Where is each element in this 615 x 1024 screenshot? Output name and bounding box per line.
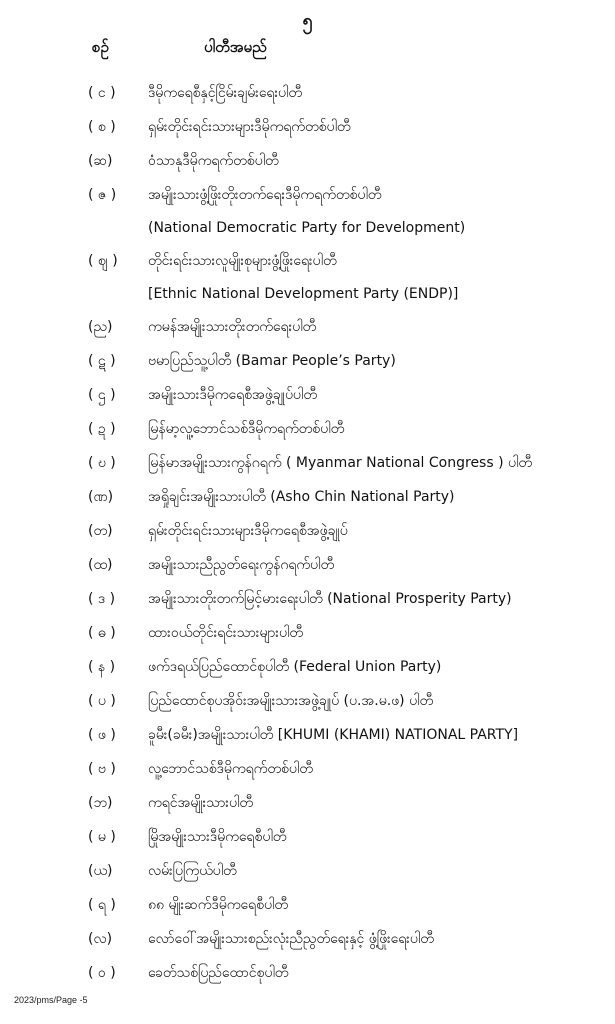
table-header [92, 38, 572, 64]
party-number: ( ဋ ) [88, 353, 116, 369]
party-number: ( ပ ) [88, 693, 116, 709]
list-item [0, 623, 615, 657]
party-number: (ယ) [88, 863, 113, 879]
party-name: ဗမာပြည်သူ့ပါတီ (Bamar People’s Party) [148, 353, 396, 369]
list-item [0, 419, 615, 453]
party-name: အမျိုးသားဖွံ့ဖြိုးတိုးတက်ရေးဒီမိုကရက်တစ်ပါတီ [148, 187, 382, 203]
party-name: လော်ဝေါ်အမျိုးသားစည်းလုံးညီညွတ်ရေးနှင့် ဖွံ့ဖြိုးရေးပါတီ [148, 931, 434, 947]
party-name: ဒီမိုကရေစီနှင့်ငြိမ်းချမ်းရေးပါတီ [148, 85, 303, 101]
party-number: ( ဇ ) [88, 187, 117, 203]
party-number: ( မ ) [88, 829, 116, 845]
list-item [0, 487, 615, 521]
party-name: ထားဝယ်တိုင်းရင်းသားများပါတီ [148, 625, 304, 641]
column-header-number: စဉ် [92, 38, 109, 56]
list-item [0, 453, 615, 487]
list-item [0, 657, 615, 691]
list-item [0, 589, 615, 623]
party-english-name: [Ethnic National Development Party (ENDP)] [148, 286, 459, 302]
list-item [0, 521, 615, 555]
party-number: ( င ) [88, 85, 116, 101]
list-item [0, 963, 615, 997]
party-list [0, 83, 615, 997]
party-number: ( ရ ) [88, 897, 116, 913]
party-name: ခူမီး(ခမီး)အမျိုးသားပါတီ [KHUMI (KHAMI) NATIONAL PARTY] [148, 727, 519, 743]
party-number: (ထ) [88, 557, 113, 573]
list-item [0, 317, 615, 351]
party-number: ( ဈ ) [88, 253, 118, 269]
party-number: (ည) [88, 319, 113, 335]
party-number: ( ဎ ) [88, 455, 116, 471]
party-name: ပြည်ထောင်စုပအိုဝ်းအမျိုးသားအဖွဲ့ချုပ် (ပ.အ.မ.ဖ) ပါတီ [148, 693, 434, 709]
party-name: အမျိုးသားညီညွတ်ရေးကွန်ဂရက်ပါတီ [148, 557, 335, 573]
page-number: ၅ [302, 10, 313, 31]
party-english-name: (National Democratic Party for Development) [148, 220, 466, 236]
page-footer: 2023/pms/Page -5 [14, 995, 88, 1005]
party-name: လူ့ဘောင်သစ်ဒီမိုကရက်တစ်ပါတီ [148, 761, 313, 777]
party-name: မြိုအမျိုးသားဒီမိုကရေစီပါတီ [148, 829, 287, 845]
party-name: ၈၈ မျိုးဆက်ဒီမိုကရေစီပါတီ [148, 897, 289, 913]
party-number: ( ဓ ) [88, 625, 116, 641]
party-number: ( န ) [88, 659, 116, 675]
party-name: မြန်မာအမျိုးသားကွန်ဂရက် ( Myanmar National Congress ) ပါတီ [148, 455, 533, 471]
party-number: ( ဖ ) [88, 727, 116, 743]
party-name: ဖက်ဒရယ်ပြည်ထောင်စုပါတီ (Federal Union Party) [148, 659, 442, 675]
list-item [0, 151, 615, 185]
party-number: (ဆ) [88, 153, 113, 169]
party-name: ရှမ်းတိုင်းရင်းသားများဒီမိုကရေစီအဖွဲ့ချုပ် [148, 523, 348, 539]
list-item [0, 725, 615, 759]
party-name: ခေတ်သစ်ပြည်ထောင်စုပါတီ [148, 965, 289, 981]
party-number: (ဘ) [88, 795, 113, 811]
party-number: (တ) [88, 523, 113, 539]
party-name: လမ်းပြကြယ်ပါတီ [148, 863, 237, 879]
party-number: (ဏ) [88, 489, 114, 505]
list-item [0, 185, 615, 251]
party-name: အမျိုးသားတိုးတက်မြင့်မားရေးပါတီ (National Prosperity Party) [148, 591, 512, 607]
list-item [0, 793, 615, 827]
column-header-party-name: ပါတီအမည် [204, 38, 267, 56]
party-number: (လ) [88, 931, 113, 947]
list-item [0, 555, 615, 589]
party-name: တိုင်းရင်းသားလူမျိုးစုများဖွံ့ဖြိုးရေးပါတီ [148, 253, 337, 269]
list-item [0, 895, 615, 929]
list-item [0, 759, 615, 793]
list-item [0, 691, 615, 725]
party-number: ( ဒ ) [88, 591, 116, 607]
party-number: ( ဗ ) [88, 761, 116, 777]
party-name: အမျိုးသားဒီမိုကရေစီအဖွဲ့ချုပ်ပါတီ [148, 387, 317, 403]
list-item [0, 83, 615, 117]
list-item [0, 861, 615, 895]
party-name: မြန်မာ့လူ့ဘောင်သစ်ဒီမိုကရက်တစ်ပါတီ [148, 421, 345, 437]
party-number: ( ဝ ) [88, 965, 116, 981]
party-name: ဝံသာနုဒီမိုကရက်တစ်ပါတီ [148, 153, 279, 169]
party-name: ရှမ်းတိုင်းရင်းသားများဒီမိုကရက်တစ်ပါတီ [148, 119, 351, 135]
list-item [0, 385, 615, 419]
party-name: အရှိုချင်းအမျိုးသားပါတီ (Asho Chin National Party) [148, 489, 455, 505]
party-number: ( ဌ ) [88, 387, 116, 403]
party-name: ကမန်အမျိုးသားတိုးတက်ရေးပါတီ [148, 319, 317, 335]
party-number: ( ဍ ) [88, 421, 116, 437]
party-number: ( စ ) [88, 119, 116, 135]
list-item [0, 827, 615, 861]
list-item [0, 251, 615, 317]
list-item [0, 929, 615, 963]
list-item [0, 351, 615, 385]
party-name: ကရင်အမျိုးသားပါတီ [148, 795, 254, 811]
list-item [0, 117, 615, 151]
